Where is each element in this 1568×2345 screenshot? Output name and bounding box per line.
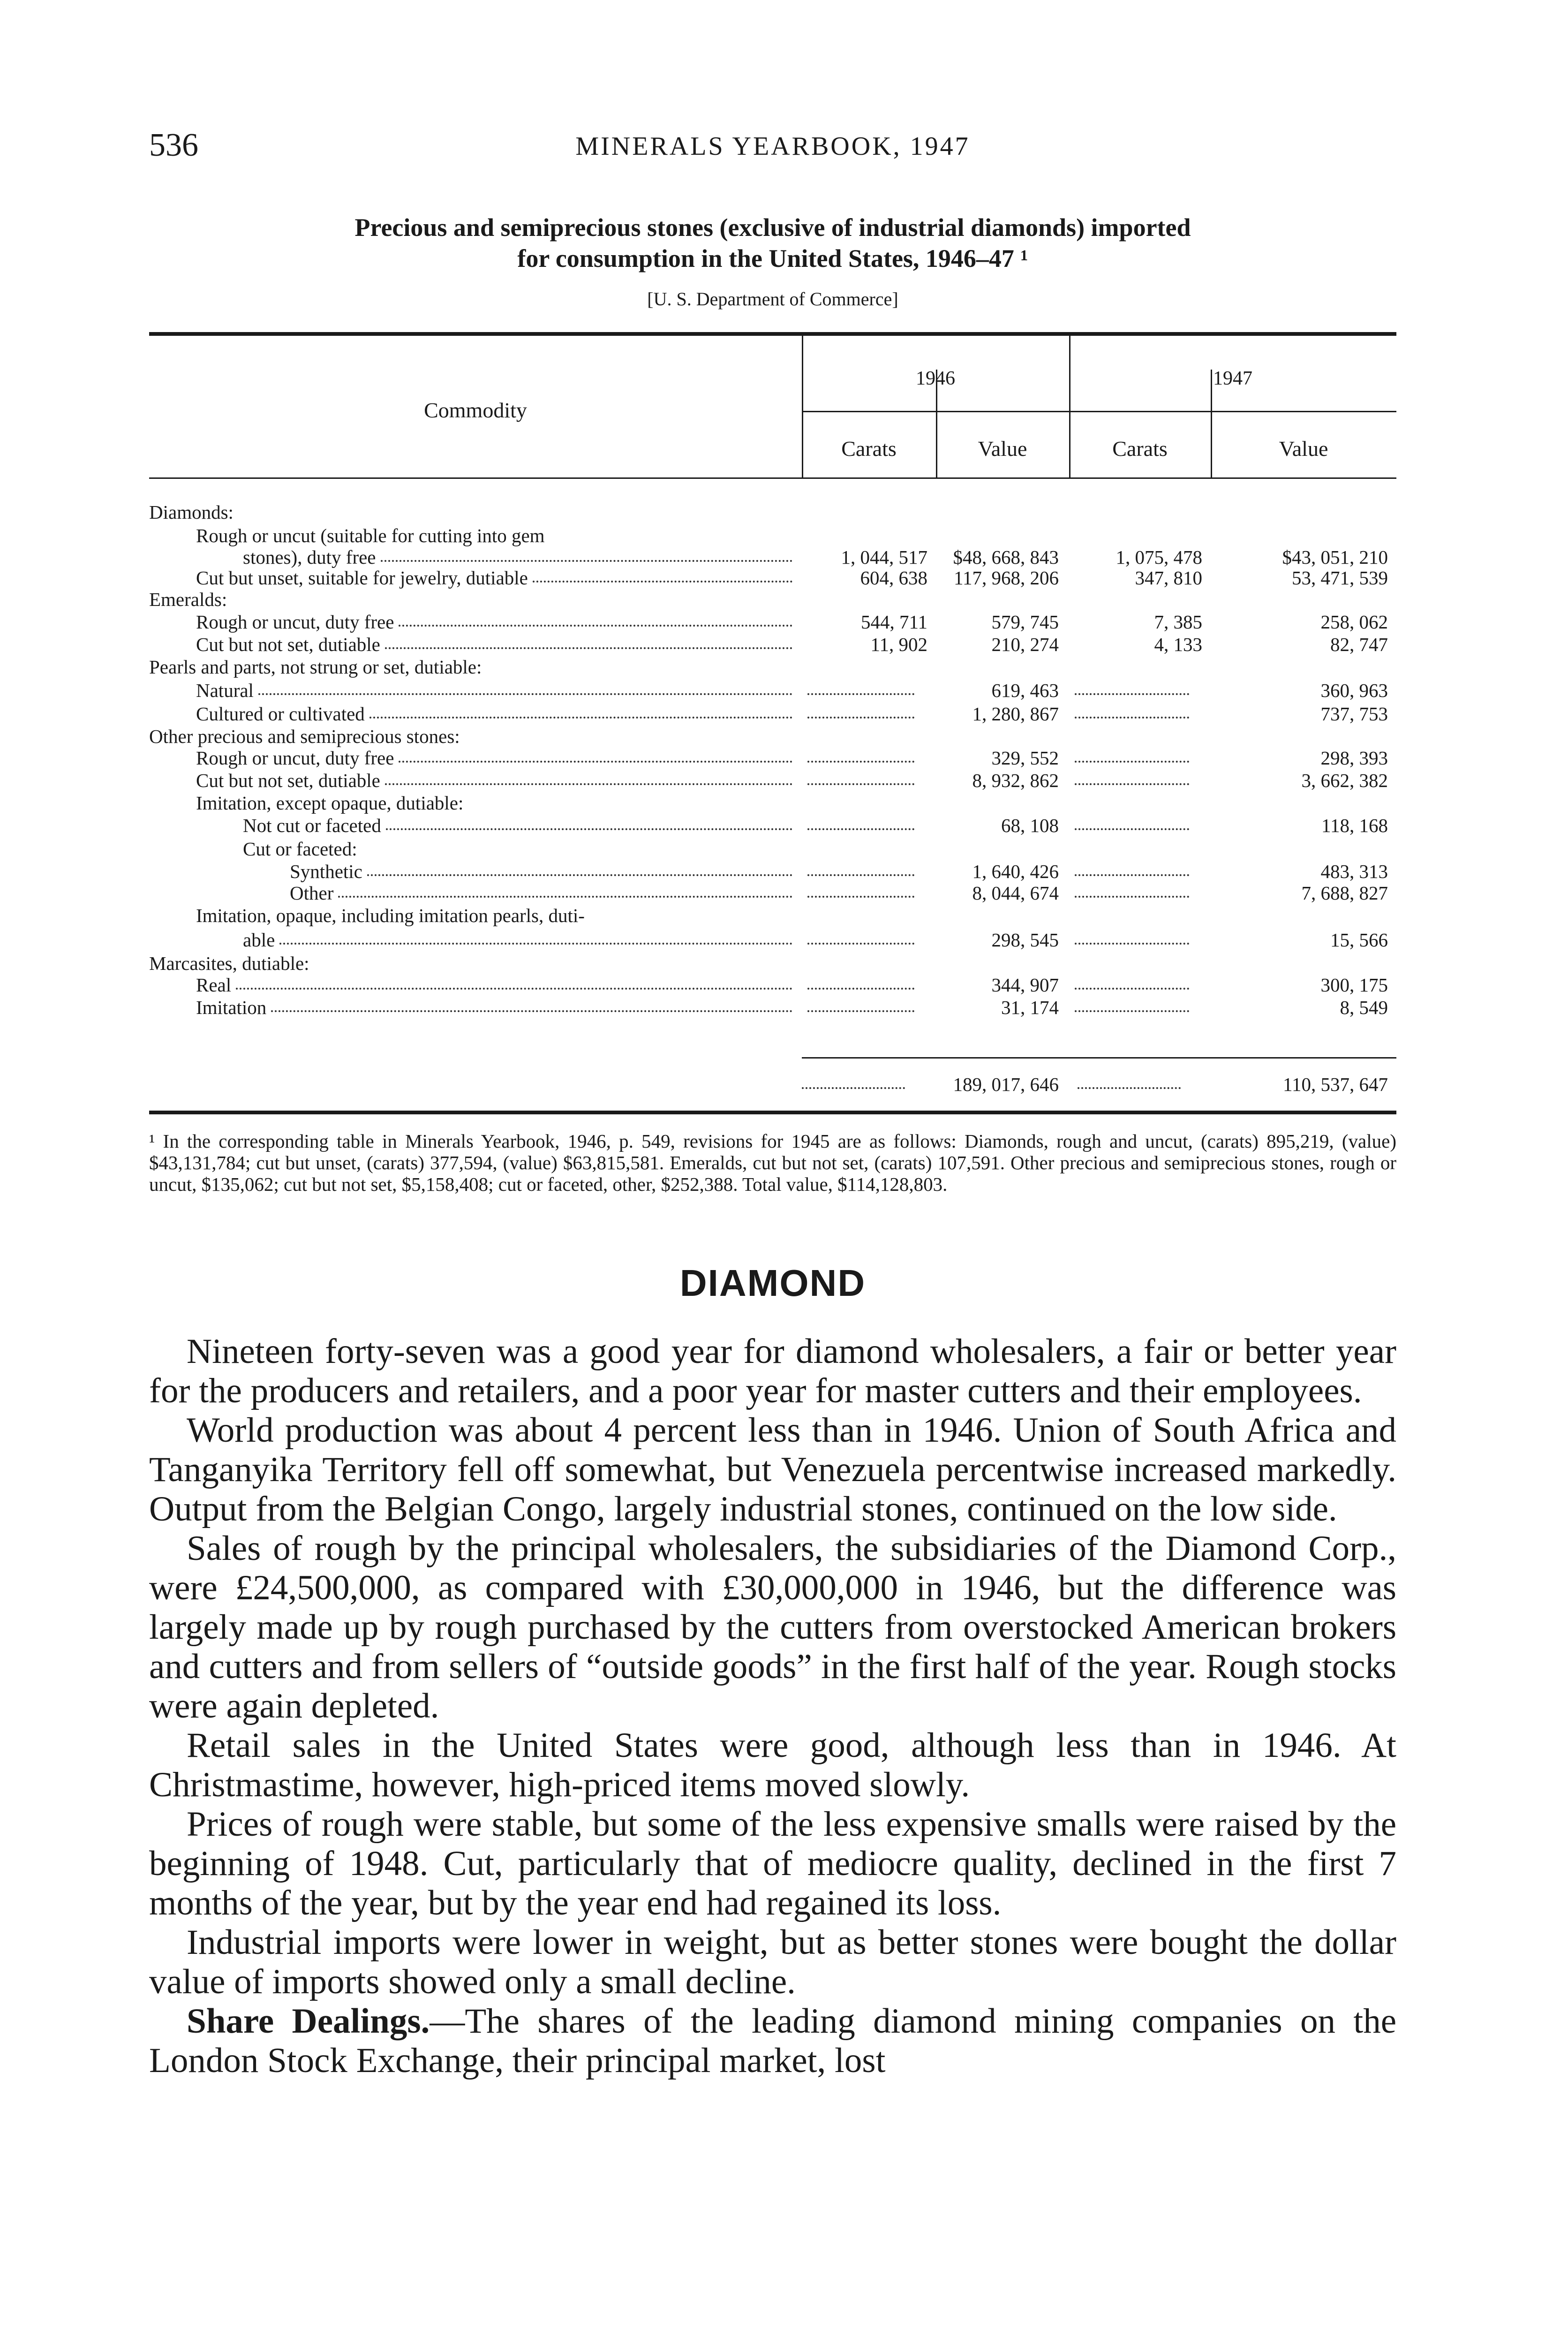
row-leader — [258, 693, 792, 695]
empty-cell-leader — [807, 943, 914, 945]
empty-cell-leader — [807, 783, 914, 785]
row-label: Imitation, except opaque, dutiable: — [196, 792, 464, 814]
value-1946-cell: 298, 545 — [991, 929, 1059, 951]
empty-cell-leader — [807, 874, 914, 876]
table-row — [149, 567, 1396, 590]
row-leader — [385, 783, 792, 785]
row-label: Cut but not set, dutiable — [196, 634, 380, 655]
row-label: Cut but not set, dutiable — [196, 770, 380, 791]
table-footnote: ¹ In the corresponding table in Minerals Yearbook, 1946, p. 549, revisions for 1945 are as follows: Diamonds, rough and uncut, (carats) 895,219, (value) $43,131,784; cut but unset, (carats) 377,594, (value) $63,815,581. Emeralds, cut but not set, (carats) 107,591. Other precious and semiprecious stones, rough or uncut, $135,062; cut but not set, $5,158,408; cut or faceted, other, $252,388. Total value, $114,128,803. — [149, 1130, 1396, 1195]
page-number: 536 — [149, 127, 198, 163]
table-row — [149, 725, 1396, 749]
header-year-rule — [802, 411, 1396, 412]
row-label: Natural — [196, 680, 254, 701]
row-label: able — [243, 929, 275, 951]
total-rule — [802, 1057, 1396, 1059]
row-leader — [367, 874, 792, 876]
value-1947-cell: 53, 471, 539 — [1292, 567, 1388, 589]
carats-1947-cell: 7, 385 — [1154, 611, 1202, 633]
carats-1946-cell: 11, 902 — [870, 634, 927, 655]
section-title: DIAMOND — [679, 1262, 866, 1304]
table-row — [149, 703, 1396, 726]
row-leader — [271, 1010, 792, 1012]
empty-cell-leader — [807, 828, 914, 830]
row-label: Diamonds: — [149, 501, 234, 523]
table-row — [149, 974, 1396, 997]
table-top-rule — [149, 332, 1396, 336]
header-bottom-rule — [149, 477, 1396, 479]
row-leader — [386, 828, 792, 830]
carats-1947-cell: 4, 133 — [1154, 634, 1202, 655]
empty-cell-leader — [807, 1010, 914, 1012]
carats-header-1946: Carats — [841, 437, 897, 461]
paragraph: Nineteen forty-seven was a good year for diamond wholesalers, a fair or better year for the producers and retailers, and a poor year for master cutters and their employees. — [149, 1332, 1396, 1410]
row-leader — [385, 647, 792, 649]
value-1946-cell: 579, 745 — [991, 611, 1059, 633]
empty-cell-leader — [1075, 783, 1189, 785]
page-header — [149, 127, 1396, 174]
table-row — [149, 747, 1396, 770]
row-label: Emeralds: — [149, 589, 227, 610]
carats-1947-cell: 347, 810 — [1135, 567, 1202, 589]
empty-cell-leader — [807, 896, 914, 898]
value-1947-cell: $43, 051, 210 — [1282, 546, 1388, 568]
carats-1946-cell: 544, 711 — [861, 611, 927, 633]
value-1946-cell: 68, 108 — [1001, 815, 1059, 836]
empty-cell-leader — [1075, 1010, 1189, 1012]
table-title-line-1: Precious and semiprecious stones (exclusive of industrial diamonds) imported — [354, 213, 1191, 242]
table-row — [149, 860, 1396, 884]
table-title — [149, 212, 1396, 274]
value-1946-cell: 210, 274 — [991, 634, 1059, 655]
empty-cell-leader — [1075, 874, 1189, 876]
row-label: Rough or uncut, duty free — [196, 747, 394, 769]
total-value-1947: 110, 537, 647 — [1283, 1074, 1388, 1095]
row-label: Other precious and semiprecious stones: — [149, 726, 460, 747]
value-header-1946: Value — [978, 437, 1027, 461]
year-1946-header: 1946 — [916, 368, 955, 389]
body-text — [149, 1332, 1396, 2080]
row-leader — [399, 625, 792, 627]
row-label: Not cut or faceted — [243, 815, 381, 836]
row-label: Marcasites, dutiable: — [149, 953, 309, 974]
value-1947-cell: 118, 168 — [1321, 815, 1388, 836]
paragraph-share-dealings — [149, 2002, 1396, 2080]
value-1947-cell: 82, 747 — [1330, 634, 1388, 655]
value-1946-cell: 8, 932, 862 — [972, 770, 1059, 791]
row-label: Pearls and parts, not strung or set, dutiable: — [149, 656, 482, 678]
value-1947-cell: 8, 549 — [1340, 997, 1388, 1018]
year-1947-header: 1947 — [1213, 368, 1252, 389]
empty-cell-leader — [1075, 693, 1189, 695]
value-header-1947: Value — [1279, 437, 1328, 461]
table-source: [U. S. Department of Commerce] — [647, 288, 898, 310]
row-label: Rough or uncut (suitable for cutting into gem — [196, 525, 545, 546]
share-dealings-heading: Share Dealings. — [187, 2002, 430, 2041]
paragraph: Sales of rough by the principal wholesalers, the subsidiaries of the Diamond Corp., were £24,500,000, as compared with £30,000,000 in 1946, but the difference was largely made up by rough purchased by the cutters from overstocked American brokers and cutters and from sellers of “outside goods” in the first half of the year. Rough stocks were again depleted. — [149, 1529, 1396, 1725]
table-row — [149, 792, 1396, 815]
share-dealings-text: —The shares of the leading diamond mining companies on the London Stock Exchange, their principal market, lost — [149, 2002, 1396, 2080]
carats-1947-cell: 1, 075, 478 — [1116, 546, 1202, 568]
value-1946-cell: 344, 907 — [991, 974, 1059, 996]
table-row — [149, 929, 1396, 952]
value-1946-cell: 1, 280, 867 — [972, 703, 1059, 725]
table-row — [149, 656, 1396, 679]
table-row — [149, 611, 1396, 634]
table-row — [149, 904, 1396, 928]
value-1947-cell: 737, 753 — [1320, 703, 1388, 725]
row-label: Other — [290, 882, 334, 904]
row-label: stones), duty free — [243, 546, 376, 568]
value-1946-cell: 8, 044, 674 — [972, 882, 1059, 904]
empty-cell-leader — [1075, 943, 1189, 945]
table-row — [149, 633, 1396, 657]
row-leader — [369, 717, 792, 719]
value-1947-cell: 360, 963 — [1320, 680, 1388, 701]
table-row — [149, 524, 1396, 548]
empty-cell-leader — [1075, 761, 1189, 763]
paragraph: World production was about 4 percent less than in 1946. Union of South Africa and Tanganyika Territory fell off somewhat, but Venezuela percentwise increased markedly. Output from the Belgian Congo, largely industrial stones, continued on the low side. — [149, 1411, 1396, 1528]
paragraph: Industrial imports were lower in weight, but as better stones were bought the dollar value of imports showed only a small decline. — [149, 1923, 1396, 2001]
value-1946-cell: 619, 463 — [991, 680, 1059, 701]
row-label: Imitation — [196, 997, 267, 1018]
table-row — [149, 814, 1396, 838]
value-1947-cell: 258, 062 — [1320, 611, 1388, 633]
empty-cell-leader — [1075, 828, 1189, 830]
row-label: Synthetic — [290, 861, 362, 882]
table-row — [149, 501, 1396, 524]
row-label: Cultured or cultivated — [196, 703, 365, 725]
row-label: Cut but unset, suitable for jewelry, dutiable — [196, 567, 528, 589]
value-1946-cell: 1, 640, 426 — [972, 861, 1059, 882]
value-1947-cell: 298, 393 — [1320, 747, 1388, 769]
table-row — [149, 546, 1396, 569]
row-label: Real — [196, 974, 232, 996]
row-label: Cut or faceted: — [243, 838, 357, 860]
imports-table — [149, 332, 1396, 1118]
table-row — [149, 679, 1396, 703]
row-leader — [533, 581, 792, 582]
empty-cell-leader — [807, 988, 914, 990]
value-1947-cell: 3, 662, 382 — [1301, 770, 1388, 791]
value-1946-cell: 329, 552 — [991, 747, 1059, 769]
value-1947-cell: 15, 566 — [1330, 929, 1388, 951]
row-leader — [381, 560, 792, 562]
table-row — [149, 769, 1396, 793]
table-row — [149, 588, 1396, 612]
empty-cell-leader — [807, 717, 914, 719]
value-1946-cell: 117, 968, 206 — [954, 567, 1059, 589]
carats-header-1947: Carats — [1112, 437, 1168, 461]
empty-cell-leader — [807, 693, 914, 695]
row-label: Imitation, opaque, including imitation pearls, duti- — [196, 905, 585, 926]
paragraph: Prices of rough were stable, but some of the less expensive smalls were raised by the beginning of 1948. Cut, particularly that of mediocre quality, declined in the first 7 months of the year, but by the year end had regained its loss. — [149, 1805, 1396, 1922]
table-row — [149, 952, 1396, 976]
row-leader — [236, 988, 792, 990]
empty-cell-leader — [807, 761, 914, 763]
total-value-1946: 189, 017, 646 — [953, 1074, 1059, 1095]
empty-cell-leader — [1075, 896, 1189, 898]
empty-cell-leader — [1075, 717, 1189, 719]
row-leader — [399, 761, 792, 763]
row-leader — [338, 896, 792, 898]
carats-1946-cell: 1, 044, 517 — [841, 546, 927, 568]
table-row — [149, 882, 1396, 905]
value-1947-cell: 300, 175 — [1320, 974, 1388, 996]
row-label: Rough or uncut, duty free — [196, 611, 394, 633]
carats-1946-cell: 604, 638 — [860, 567, 927, 589]
empty-cell-leader — [1078, 1087, 1181, 1089]
total-row — [149, 1073, 1396, 1097]
value-1947-cell: 7, 688, 827 — [1301, 882, 1388, 904]
table-row — [149, 996, 1396, 1020]
table-bottom-rule — [149, 1111, 1396, 1114]
paragraph: Retail sales in the United States were good, although less than in 1946. At Christmastime, however, high-priced items moved slowly. — [149, 1726, 1396, 1804]
value-1946-cell: $48, 668, 843 — [953, 546, 1059, 568]
commodity-header: Commodity — [424, 398, 527, 422]
running-head: MINERALS YEARBOOK, 1947 — [575, 132, 970, 161]
table-row — [149, 838, 1396, 861]
value-1947-cell: 483, 313 — [1320, 861, 1388, 882]
table-title-line-2: for consumption in the United States, 1946–47 ¹ — [517, 244, 1028, 272]
empty-cell-leader — [802, 1087, 905, 1089]
value-1946-cell: 31, 174 — [1001, 997, 1059, 1018]
empty-cell-leader — [1075, 988, 1189, 990]
row-leader — [279, 943, 792, 945]
